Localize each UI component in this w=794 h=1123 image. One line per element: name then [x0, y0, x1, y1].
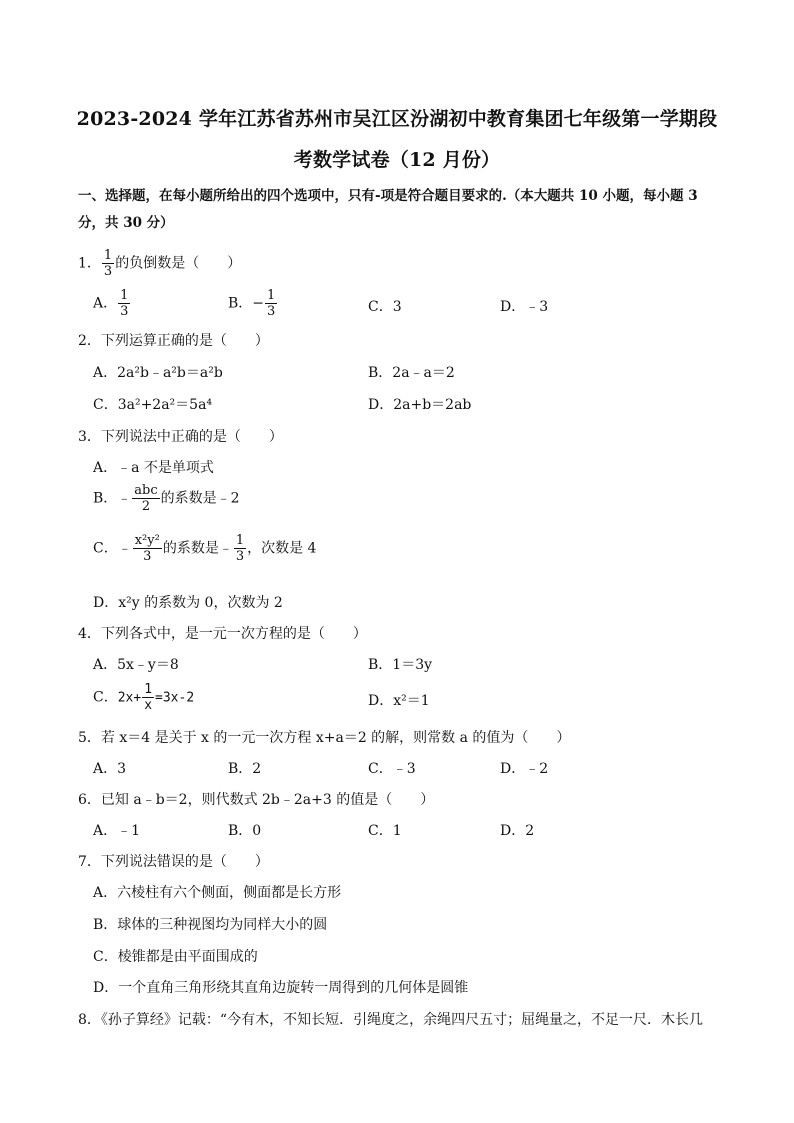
option-c[interactable]: C．﹣3: [368, 761, 416, 777]
option-d[interactable]: D．x²y 的系数为 0，次数为 2: [93, 595, 283, 611]
question-8: 8．《孙子算经》记载：“今有木，不知长短．引绳度之，余绳四尺五寸；屈绳量之，不足一尺．木长几: [78, 1012, 704, 1028]
option-a[interactable]: A．﹣a 不是单项式: [93, 460, 214, 476]
option-d[interactable]: D．2a+b＝2ab: [368, 397, 472, 413]
numerator: 1: [267, 288, 276, 303]
exam-title-line-2: 考数学试卷（12 月份）: [293, 149, 501, 171]
question-7: 7．下列说法错误的是（ ）: [78, 854, 269, 870]
denominator: 3: [143, 549, 152, 564]
fraction: [133, 533, 162, 564]
option-d[interactable]: D．一个直角三角形绕其直角边旋转一周得到的几何体是圆锥: [93, 980, 469, 996]
option-d[interactable]: D．x²＝1: [368, 693, 430, 709]
option-b[interactable]: B．球体的三种视图均为同样大小的圆: [93, 917, 328, 933]
fraction: [132, 483, 159, 514]
option-b[interactable]: B．1＝3y: [368, 657, 433, 673]
option-c[interactable]: C．棱锥都是由平面围成的: [93, 949, 258, 965]
option-c[interactable]: C．1: [368, 823, 402, 839]
fraction: [234, 533, 246, 564]
option-a[interactable]: A．3: [93, 761, 127, 777]
option-label: A．: [93, 295, 118, 312]
option-label: C．: [93, 689, 118, 706]
option-a[interactable]: [93, 288, 131, 319]
option-d[interactable]: D．﹣3: [500, 299, 549, 315]
option-d[interactable]: D．﹣2: [500, 761, 549, 777]
numerator: x²y²: [134, 533, 160, 548]
question-number: 1．: [78, 255, 101, 272]
fraction: [142, 682, 154, 713]
denominator: 3: [103, 264, 113, 279]
option-b[interactable]: B．0: [228, 823, 262, 839]
option-text: ，次数是 4: [247, 540, 317, 557]
expression: =3x-2: [155, 690, 195, 706]
option-a[interactable]: A．5x﹣y＝8: [93, 657, 179, 673]
question-2: 2．下列运算正确的是（ ）: [78, 333, 269, 349]
option-b[interactable]: [93, 483, 240, 514]
denominator: 3: [267, 304, 276, 319]
section-heading-multiple-choice: 一、选择题，在每小题所给出的四个选项中，只有-项是符合题目要求的.（本大题共 10 小题，每小题 3 分，共 30 分）: [78, 188, 698, 231]
option-b[interactable]: B．2: [228, 761, 262, 777]
option-a[interactable]: A．2a²b﹣a²b＝a²b: [93, 365, 223, 381]
option-b[interactable]: [228, 288, 278, 319]
question-1: [78, 248, 241, 279]
denominator: 3: [120, 304, 129, 319]
numerator: 1: [144, 682, 153, 697]
numerator: abc: [134, 483, 158, 498]
option-label: B．﹣: [93, 490, 132, 507]
fraction: [265, 288, 277, 319]
option-c[interactable]: [93, 533, 316, 564]
option-text: 的系数是﹣2: [160, 490, 240, 507]
option-c[interactable]: [93, 682, 194, 713]
option-a[interactable]: A．﹣1: [93, 823, 141, 839]
question-stem: 的负倒数是（ ）: [115, 255, 242, 272]
option-label: B．−: [228, 295, 265, 312]
numerator: 1: [235, 533, 245, 548]
option-label: C．﹣: [93, 540, 132, 557]
option-a[interactable]: A．六棱柱有六个侧面，侧面都是长方形: [93, 885, 342, 901]
denominator: x: [144, 698, 153, 713]
numerator: 1: [103, 248, 113, 263]
expression: 2x+: [117, 690, 142, 706]
fraction: [118, 288, 130, 319]
denominator: 2: [141, 499, 151, 514]
question-6: 6．已知 a﹣b＝2，则代数式 2b﹣2a+3 的值是（ ）: [78, 792, 435, 808]
fraction: [102, 248, 114, 279]
option-text: 的系数是﹣: [162, 540, 233, 557]
option-c[interactable]: C．3a²+2a²＝5a⁴: [93, 397, 213, 413]
option-d[interactable]: D．2: [500, 823, 535, 839]
question-4: 4．下列各式中，是一元一次方程的是（ ）: [78, 626, 367, 642]
question-5: 5．若 x＝4 是关于 x 的一元一次方程 x+a＝2 的解，则常数 a 的值为（ ）: [78, 730, 571, 746]
exam-title-line-1: 2023-2024 学年江苏省苏州市吴江区汾湖初中教育集团七年级第一学期段: [76, 108, 718, 130]
denominator: 3: [235, 549, 245, 564]
option-c[interactable]: C．3: [368, 299, 402, 315]
question-3: 3．下列说法中正确的是（ ）: [78, 429, 283, 445]
numerator: 1: [120, 288, 129, 303]
option-b[interactable]: B．2a﹣a＝2: [368, 365, 455, 381]
